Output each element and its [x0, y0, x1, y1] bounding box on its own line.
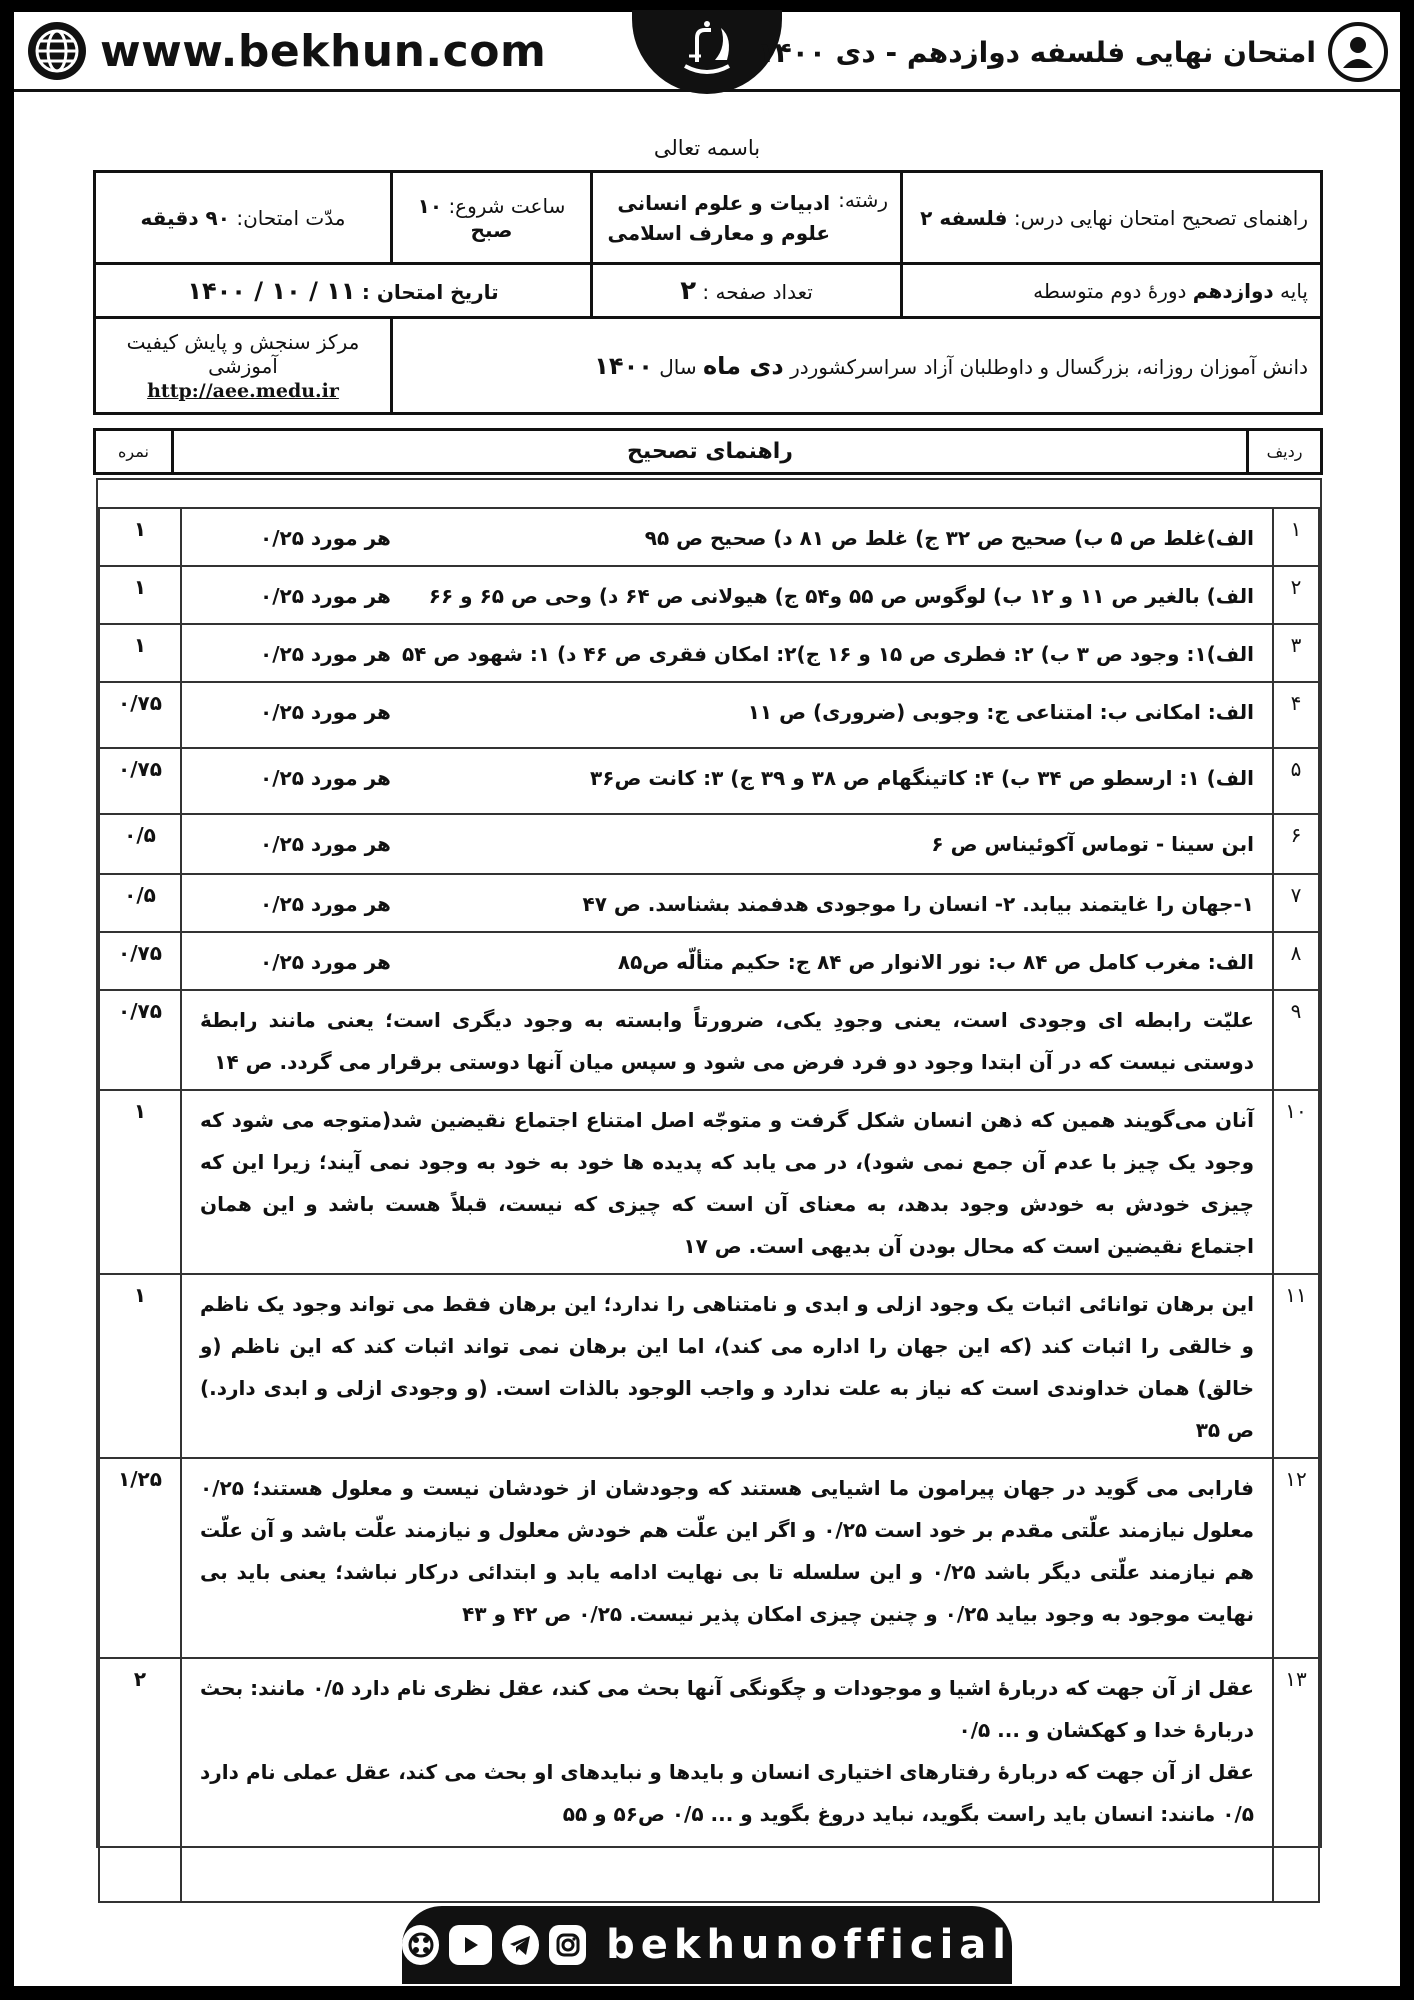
row-number: ۲ — [1273, 566, 1319, 624]
per-item-score: هر مورد ۰/۲۵ — [260, 700, 391, 724]
table-row — [99, 1458, 1319, 1658]
table-row — [99, 814, 1319, 874]
table-row — [99, 624, 1319, 682]
site-link[interactable] — [28, 22, 546, 80]
site-url[interactable]: www.bekhun.com — [100, 25, 547, 77]
answer-table-frame — [96, 478, 1322, 1848]
aparat-icon[interactable] — [402, 1925, 439, 1965]
answer-table — [98, 480, 1320, 1903]
row-score: ۱ — [99, 624, 181, 682]
row-number: ۹ — [1273, 990, 1319, 1090]
row-score: ۲ — [99, 1658, 181, 1902]
per-item-score: هر مورد ۰/۲۵ — [260, 642, 391, 666]
row-score: ۰/۷۵ — [99, 932, 181, 990]
page — [14, 12, 1400, 1986]
youtube-icon[interactable] — [449, 1925, 492, 1965]
row-score: ۰/۷۵ — [99, 990, 181, 1090]
table-row — [99, 1658, 1319, 1902]
answer-text: ابن سینا - توماس آکوئیناس ص ۶ — [931, 832, 1254, 856]
table-row — [99, 990, 1319, 1090]
answer-text: فارابی می گوید در جهان پیرامون ما اشیایی هستند که وجودشان از خودشان نیست و معلول هستند؛ ۰/۲۵ معلول نیازمند علّتی مقدم بر خود است ۰/۲۵ و اگر این علّت هم خودش معلول و نیازمند علّت باشد و آن علّت هم نیازمند علّتی دیگر باشد ۰/۲۵ و این سلسله تا بی نهایت ادامه یابد و ابتدائی درکار نباشد؛ یعنی باید بی نهایت موجود به وجود بیاید ۰/۲۵ و چنین چیزی امکان پذیر نیست. ۰/۲۵ ص ۴۲ و ۴۳ — [200, 1476, 1254, 1626]
answer-text: عقل از آن جهت که دربارۀ اشیا و موجودات و چگونگی آنها بحث می کند، عقل نظری نام دارد ۰/۵ مانند: بحث دربارۀ خدا و کهکشان و ... ۰/۵ — [200, 1676, 1255, 1742]
per-item-score: هر مورد ۰/۲۵ — [260, 892, 391, 916]
row-number: ۴ — [1273, 682, 1319, 748]
center-name: مرکز سنجش و پایش کیفیت آموزشی — [126, 329, 360, 378]
table-row — [99, 566, 1319, 624]
col-row-header: ردیف — [1248, 430, 1322, 474]
table-row — [99, 1090, 1319, 1274]
user-icon[interactable] — [1328, 22, 1388, 82]
page-count-cell: تعداد صفحه : ۲ — [592, 264, 902, 318]
students-cell: دانش آموزان روزانه، بزرگسال و داوطلبان آزاد سراسرکشوردر دی ماه سال ۱۴۰۰ — [392, 318, 1322, 414]
answer-text: آنان می‌گویند همین که ذهن انسان شکل گرفت و متوجّه اصل امتناع اجتماع نقیضین شد(متوجه می شود که وجود یک چیز با عدم آن جمع نمی شود)، در می یابد که پدیده ها خود به خود به وجود نمی آیند؛ زیرا این که چیزی خودش به خودش وجود بدهد، به معنای آن است که چیزی که نیست، قبلاً هست باشد و این همان اجتماع نقیضین است که محال بودن آن بدیهی است. ص ۱۷ — [200, 1108, 1254, 1258]
row-score: ۱/۲۵ — [99, 1458, 181, 1658]
per-item-score: هر مورد ۰/۲۵ — [260, 584, 391, 608]
course-cell: راهنمای تصحیح امتحان نهایی درس: فلسفه ۲ — [902, 172, 1322, 264]
field-cell: رشته: ادبیات و علوم انسانی علوم و معارف اسلامی — [592, 172, 902, 264]
row-number: ۱ — [1273, 508, 1319, 566]
per-item-score: هر مورد ۰/۲۵ — [260, 766, 391, 790]
col-score-header: نمره — [95, 430, 173, 474]
table-row — [99, 748, 1319, 814]
row-score: ۱ — [99, 508, 181, 566]
row-number: ۶ — [1273, 814, 1319, 874]
duration-cell: مدّت امتحان: ۹۰ دقیقه — [95, 172, 392, 264]
table-row — [99, 682, 1319, 748]
answer-text: الف)غلط ص ۵ ب) صحیح ص ۳۲ ج) غلط ص ۸۱ د) صحیح ص ۹۵ — [644, 526, 1254, 550]
answer-text: این برهان توانائی اثبات یک وجود ازلی و ابدی و نامتناهی را ندارد؛ این برهان فقط می تواند وجود یک ناظم و خالقی را اثبات کند (که این جهان را اداره می کند)، اما این برهان نمی تواند اثبات کند که این ناظم (و خالق) همان خداوندی است که نیاز به علت ندارد و واجب الوجود بالذات است. (و وجودی ازلی و ابدی دارد.) ص ۳۵ — [200, 1292, 1254, 1442]
instagram-icon[interactable] — [549, 1925, 586, 1965]
table-row — [99, 1274, 1319, 1458]
per-item-score: هر مورد ۰/۲۵ — [260, 832, 391, 856]
exam-title: امتحان نهایی فلسفه دوازدهم - دی ۱۴۰۰ — [757, 35, 1316, 69]
row-number: ۷ — [1273, 874, 1319, 932]
answer-text: ۱-جهان را غایتمند بیابد. ۲- انسان را موجودی هدفمند بشناسد. ص ۴۷ — [582, 892, 1254, 916]
row-score: ۰/۷۵ — [99, 748, 181, 814]
answer-text: الف: امکانی ب: امتناعی ج: وجوبی (ضروری) ص ۱۱ — [747, 700, 1254, 724]
row-number: ۱۳ — [1273, 1658, 1319, 1902]
row-score: ۱ — [99, 566, 181, 624]
row-number: ۱۲ — [1273, 1458, 1319, 1658]
row-score: ۱ — [99, 1090, 181, 1274]
per-item-score: هر مورد ۰/۲۵ — [260, 526, 391, 550]
bismillah: باسمه تعالی — [653, 136, 761, 160]
col-guide-header: راهنمای تصحیح — [173, 430, 1248, 474]
telegram-icon[interactable] — [502, 1925, 539, 1965]
answer-text: الف: مغرب کامل ص ۸۴ ب: نور الانوار ص ۸۴ ج: حکیم متألّه ص۸۵ — [617, 950, 1254, 974]
globe-icon — [28, 22, 86, 80]
answer-text: الف) ۱: ارسطو ص ۳۴ ب) ۴: کاتینگهام ص ۳۸ و ۳۹ ج) ۳: کانت ص۳۶ — [590, 766, 1254, 790]
exam-info-table — [93, 170, 1323, 415]
center-url-link[interactable]: http://aee.medu.ir — [147, 379, 339, 402]
answer-text: الف)۱: وجود ص ۳ ب) ۲: فطری ص ۱۵ و ۱۶ ج)۲: امکان فقری ص ۴۶ د) ۱: شهود ص ۵۴ — [401, 642, 1254, 666]
center-cell — [95, 318, 392, 414]
exam-date-cell: تاریخ امتحان : ۱۱ / ۱۰ / ۱۴۰۰ — [95, 264, 592, 318]
row-score: ۰/۵ — [99, 814, 181, 874]
table-row — [99, 932, 1319, 990]
table-row — [99, 874, 1319, 932]
row-number: ۸ — [1273, 932, 1319, 990]
header-bar — [14, 12, 1400, 92]
answer-text: الف) بالغیر ص ۱۱ و ۱۲ ب) لوگوس ص ۵۵ و۵۴ ج) هیولانی ص ۶۴ د) وحی ص ۶۵ و ۶۶ — [428, 584, 1254, 608]
row-number: ۵ — [1273, 748, 1319, 814]
answer-text-2: عقل از آن جهت که دربارۀ رفتارهای اختیاری انسان و بایدها و نبایدهای او بحث می کند، عقل عملی نام دارد ۰/۵ مانند: انسان باید راست بگوید، نباید دروغ بگوید و ... ۰/۵ ص۵۶ و ۵۵ — [200, 1760, 1254, 1826]
column-header-table — [93, 428, 1323, 475]
row-score: ۰/۵ — [99, 874, 181, 932]
per-item-score: هر مورد ۰/۲۵ — [260, 950, 391, 974]
row-number: ۳ — [1273, 624, 1319, 682]
answer-text: علیّت رابطه ای وجودی است، یعنی وجودِ یکی، ضرورتاً وابسته به وجود دیگری است؛ یعنی مانند رابطۀ دوستی نیست که در آن ابتدا وجود دو فرد فرض می شود و سپس میان آنها دوستی برقرار می گردد. ص ۱۴ — [200, 1008, 1254, 1074]
social-handle[interactable]: bekhunofficial — [606, 1922, 1012, 1968]
row-score: ۱ — [99, 1274, 181, 1458]
row-number: ۱۱ — [1273, 1274, 1319, 1458]
grade-cell: پایه دوازدهم دورۀ دوم متوسطه — [902, 264, 1322, 318]
row-score: ۰/۷۵ — [99, 682, 181, 748]
table-row — [99, 508, 1319, 566]
social-footer — [402, 1906, 1012, 1984]
start-time-cell: ساعت شروع: ۱۰ صبح — [392, 172, 592, 264]
row-number: ۱۰ — [1273, 1090, 1319, 1274]
